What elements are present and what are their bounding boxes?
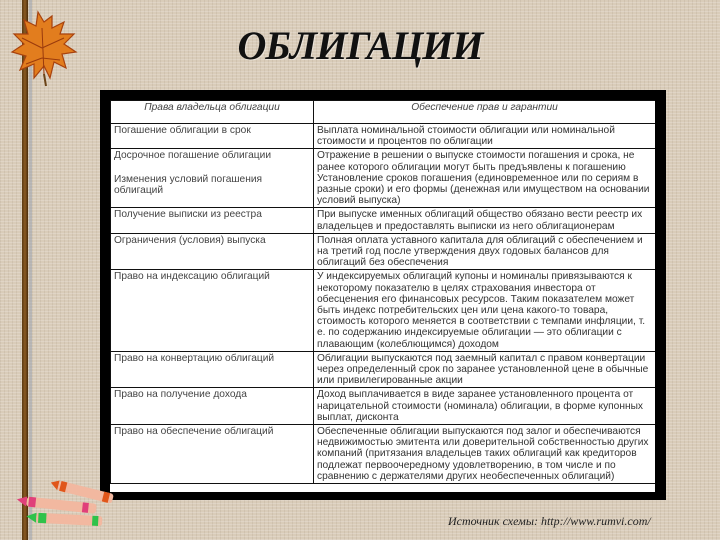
row-guarantee: Полная оплата уставного капитала для облигаций с обеспечением и на третий год после утверждения двух годовых балансов для облигаций без обеспечения (314, 233, 656, 270)
row-right: Право на обеспечение облигаций (111, 425, 314, 484)
row-guarantee-part: Отражение в решении о выпуске стоимости погашения и срока, не ранее которого облигации могут быть предъявлены к погашению (317, 150, 635, 173)
row-right-part: Досрочное погашение облигации (114, 150, 272, 162)
crayons-icon (10, 480, 120, 540)
row-guarantee: При выпуске именных облигаций общество обязано вести реестр их владельцев и предоставлять выписки из него облигационерам (314, 208, 656, 233)
bond-rights-table (110, 100, 655, 484)
row-right: Получение выписки из реестра (111, 208, 314, 233)
row-guarantee: Выплата номинальной стоимости облигации или номинальной стоимости и процентов по облигации (314, 124, 656, 149)
source-caption: Источник схемы: http://www.rumvi.com/ (448, 514, 651, 528)
header-rights: Права владельца облигации (111, 101, 314, 124)
row-right: Право на конвертацию облигаций (111, 351, 314, 388)
row-right (111, 149, 314, 208)
row-guarantee: Облигации выпускаются под заемный капитал с правом конвертации через определенный срок по заранее установленной цене в обычные или привилегированные акции (314, 351, 656, 388)
table-row (111, 124, 656, 149)
table-container (110, 100, 655, 492)
row-guarantee: У индексируемых облигаций купоны и номиналы привязываются к некоторому показателю в целях страхования инвестора от обесценения его финансовых ресурсов. Таким показателем может быть индекс потребительских цен или цена какого-то товара, стоимость которого меняется в соответствии с темпами инфляции, т. е. по содержанию индексируемые облигации — это облигации с плавающим (колеблющимся) доходом (314, 270, 656, 351)
row-right: Погашение облигации в срок (111, 124, 314, 149)
row-right: Право на индексацию облигаций (111, 270, 314, 351)
table-row (111, 208, 656, 233)
row-right: Право на получение дохода (111, 388, 314, 425)
row-guarantee: Обеспеченные облигации выпускаются под залог и обеспечиваются недвижимостью эмитента или доверительной собственностью других компаний (притязания владельцев таких облигаций как кредиторов подлежат первоочередному удовлетворению, в том числе и по сравнению с держателями других необеспеченных облигаций) (314, 425, 656, 484)
row-guarantee-part: Установление сроков погашения (единовременное или по сериям в разные сроки) и его формы (денежная или имуществом на основании условий выпуска) (317, 172, 650, 207)
table-row (111, 270, 656, 351)
table-row (111, 388, 656, 425)
page-title: ОБЛИГАЦИИ (237, 23, 483, 68)
table-row (111, 351, 656, 388)
table-row (111, 425, 656, 484)
row-guarantee: Доход выплачивается в виде заранее установленного процента от нарицательной стоимости (номинала) облигации, в форме купонных выплат, дисконта (314, 388, 656, 425)
row-right-part: Изменения условий погашения облигаций (114, 173, 263, 196)
table-row (111, 149, 656, 208)
table-frame (100, 90, 666, 500)
table-row (111, 233, 656, 270)
row-right: Ограничения (условия) выпуска (111, 233, 314, 270)
row-guarantee (314, 149, 656, 208)
header-guarantees: Обеспечение прав и гарантии (314, 101, 656, 124)
table-header-row (111, 101, 656, 124)
